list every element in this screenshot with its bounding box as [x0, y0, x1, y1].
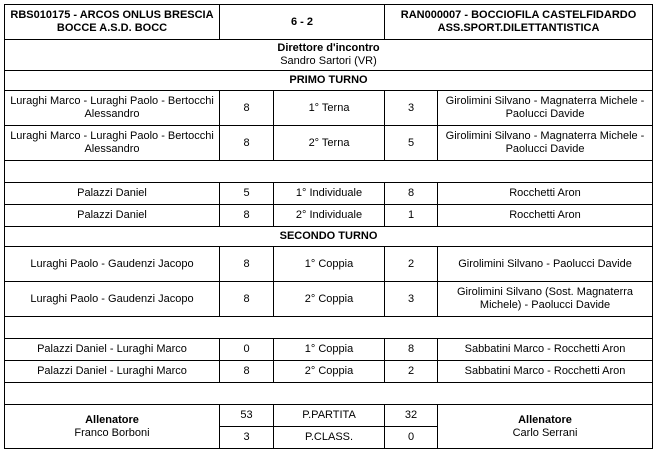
away-score: 8: [385, 183, 438, 205]
away-coach-label: Allenatore: [518, 413, 572, 426]
game-row: [5, 126, 653, 161]
away-score: 8: [385, 339, 438, 361]
home-players: Luraghi Marco - Luraghi Paolo - Bertocchi Alessandro: [5, 91, 220, 126]
spacer-cell: [5, 317, 653, 339]
away-coach-cell: [438, 405, 653, 449]
away-coach-name: Carlo Serrani: [512, 426, 578, 439]
home-score: 8: [220, 91, 274, 126]
spacer-cell: [5, 383, 653, 405]
game-type: 1° Coppia: [274, 339, 385, 361]
home-score: 8: [220, 282, 274, 317]
turn-title: PRIMO TURNO: [5, 71, 653, 91]
home-score: 8: [220, 126, 274, 161]
home-players: Luraghi Marco - Luraghi Paolo - Bertocchi Alessandro: [5, 126, 220, 161]
home-coach-label: Allenatore: [85, 413, 139, 426]
game-row: [5, 205, 653, 227]
away-players: Girolimini Silvano (Sost. Magnaterra Michele) - Paolucci Davide: [438, 282, 653, 317]
away-points: 32: [385, 405, 438, 427]
game-row: [5, 339, 653, 361]
home-score: 8: [220, 247, 274, 282]
away-score: 2: [385, 361, 438, 383]
away-score: 2: [385, 247, 438, 282]
points-label: P.PARTITA: [274, 405, 385, 427]
points-label: P.CLASS.: [274, 427, 385, 449]
away-players: Girolimini Silvano - Magnaterra Michele - Paolucci Davide: [438, 126, 653, 161]
home-players: Palazzi Daniel - Luraghi Marco: [5, 361, 220, 383]
away-players: Sabbatini Marco - Rocchetti Aron: [438, 361, 653, 383]
home-score: 5: [220, 183, 274, 205]
game-type: 2° Terna: [274, 126, 385, 161]
spacer-row: [5, 161, 653, 183]
match-report-table: [4, 4, 653, 449]
away-score: 3: [385, 282, 438, 317]
game-row: [5, 247, 653, 282]
game-row: [5, 183, 653, 205]
home-points: 53: [220, 405, 274, 427]
away-points: 0: [385, 427, 438, 449]
turn-header-row: [5, 227, 653, 247]
away-players: Sabbatini Marco - Rocchetti Aron: [438, 339, 653, 361]
away-players: Girolimini Silvano - Paolucci Davide: [438, 247, 653, 282]
away-players: Rocchetti Aron: [438, 205, 653, 227]
footer-row: [5, 405, 653, 427]
turn-header-row: [5, 71, 653, 91]
away-players: Girolimini Silvano - Magnaterra Michele - Paolucci Davide: [438, 91, 653, 126]
home-players: Palazzi Daniel - Luraghi Marco: [5, 339, 220, 361]
home-players: Palazzi Daniel: [5, 205, 220, 227]
turn-title: SECONDO TURNO: [5, 227, 653, 247]
game-type: 1° Terna: [274, 91, 385, 126]
home-players: Luraghi Paolo - Gaudenzi Jacopo: [5, 282, 220, 317]
spacer-row: [5, 317, 653, 339]
game-type: 2° Individuale: [274, 205, 385, 227]
away-score: 1: [385, 205, 438, 227]
director-row: [5, 40, 653, 71]
director-cell: [5, 40, 653, 71]
director-label: Direttore d'incontro: [277, 42, 380, 54]
spacer-cell: [5, 161, 653, 183]
home-players: Luraghi Paolo - Gaudenzi Jacopo: [5, 247, 220, 282]
away-team-name: RAN000007 - BOCCIOFILA CASTELFIDARDO ASS.SPORT.DILETTANTISTICA: [385, 5, 653, 40]
spacer-row: [5, 383, 653, 405]
home-team-name: RBS010175 - ARCOS ONLUS BRESCIA BOCCE A.S.D. BOCC: [5, 5, 220, 40]
home-score: 8: [220, 361, 274, 383]
game-type: 2° Coppia: [274, 282, 385, 317]
home-score: 8: [220, 205, 274, 227]
game-type: 1° Coppia: [274, 247, 385, 282]
director-name: Sandro Sartori (VR): [280, 55, 377, 67]
game-row: [5, 282, 653, 317]
game-row: [5, 91, 653, 126]
game-type: 2° Coppia: [274, 361, 385, 383]
header-row: [5, 5, 653, 40]
home-coach-name: Franco Borboni: [74, 426, 150, 439]
away-players: Rocchetti Aron: [438, 183, 653, 205]
home-points: 3: [220, 427, 274, 449]
away-score: 3: [385, 91, 438, 126]
game-type: 1° Individuale: [274, 183, 385, 205]
home-score: 0: [220, 339, 274, 361]
game-row: [5, 361, 653, 383]
home-players: Palazzi Daniel: [5, 183, 220, 205]
home-coach-cell: [5, 405, 220, 449]
away-score: 5: [385, 126, 438, 161]
match-score: 6 - 2: [220, 5, 385, 40]
